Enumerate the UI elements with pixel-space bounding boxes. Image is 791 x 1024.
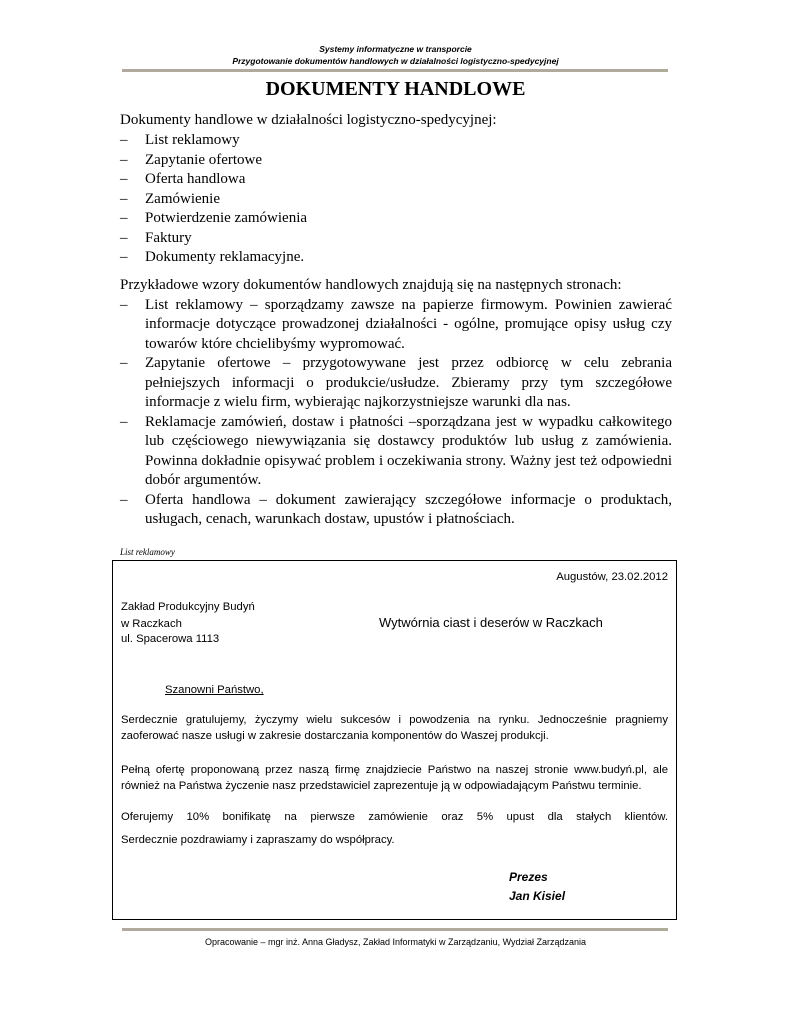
list-item-text: Potwierdzenie zamówienia <box>145 210 308 226</box>
sender-name: Zakład Produkcyjny Budyń <box>121 601 255 613</box>
list-item-text: List reklamowy <box>145 132 240 148</box>
list-item <box>120 170 672 190</box>
sender-street: ul. Spacerowa 1113 <box>121 633 220 645</box>
sender-town: w Raczkach <box>121 618 182 630</box>
list-item-text: Oferta handlowa – dokument zawierający szczegółowe informacje o produktach, usługach, cenach, warunkach dostaw, upustów i płatnościach. <box>145 491 672 527</box>
list-item <box>120 190 672 210</box>
sample-letter <box>112 560 677 920</box>
list-item-text: Zamówienie <box>145 190 220 207</box>
list-dash: – <box>120 171 128 187</box>
list-dash: – <box>120 296 128 313</box>
list-item <box>120 296 672 355</box>
list-item-text: Dokumenty reklamacyjne. <box>145 249 305 265</box>
list-dash: – <box>120 132 128 148</box>
letter-paragraph: Oferujemy 10% bonifikatę na pierwsze zamówienie oraz 5% upust dla stałych klientów. <box>121 811 668 823</box>
list-dash: – <box>120 229 128 246</box>
letter-greeting: Szanowni Państwo, <box>165 684 264 696</box>
letter-caption: List reklamowy <box>120 547 175 557</box>
list-dash: – <box>120 151 128 168</box>
header-rule <box>122 69 668 72</box>
footer-rule <box>122 928 668 931</box>
list-item <box>120 209 672 229</box>
header-course: Systemy informatyczne w transporcie <box>319 44 472 54</box>
list-dash: – <box>120 210 128 226</box>
list-item-text: Zapytanie ofertowe <box>145 151 263 168</box>
list-item <box>120 491 672 530</box>
list-dash: – <box>120 413 128 430</box>
signature-title: Prezes <box>509 870 548 884</box>
list-item-text: List reklamowy – sporządzamy zawsze na papierze firmowym. Powinien zawierać informacje dotyczące prowadzonej działalności - ogólne, promujące opisy usług czy towarów które chcielibyśmy wypromować. <box>145 296 672 352</box>
list-dash: – <box>120 491 128 508</box>
letter-paragraph: Pełną ofertę proponowaną przez naszą firmę znajdziecie Państwo na naszej stronie www.budyń.pl, ale również na Państwa życzenie nasz przedstawiciel zaprezentuje ją w odpowiadającym Państwu terminie. <box>121 764 668 792</box>
list-item-text: Faktury <box>145 229 192 246</box>
letter-date: Augustów, 23.02.2012 <box>556 571 668 583</box>
list-item <box>120 354 672 413</box>
list-item <box>120 131 672 151</box>
header-topic: Przygotowanie dokumentów handlowych w działalności logistyczno-spedycyjnej <box>232 56 559 66</box>
list-dash: – <box>120 355 128 371</box>
footer-text: Opracowanie – mgr inż. Anna Gładysz, Zakład Informatyki w Zarządzaniu, Wydział Zarządzania <box>204 937 587 947</box>
list-item <box>120 248 672 268</box>
list-item-text: Reklamacje zamówień, dostaw i płatności –sporządzana jest w wypadku całkowitego lub częściowego niewywiązania się dostawcy produktów lub usług z zamówienia. Powinna dokładnie opisywać problem i oczekiwania strony. Ważny jest też odpowiedni dobór argumentów. <box>145 413 672 488</box>
list-item-text: Oferta handlowa <box>145 171 246 187</box>
list-item <box>120 229 672 249</box>
list-item <box>120 413 672 491</box>
list-item-text: Zapytanie ofertowe – przygotowywane jest przez odbiorcę w celu zebrania pełniejszych informacji o produkcie/usłudze. Zbieramy przy tym szczegółowe informacje z wielu firm, wybierając najkorzystniejsze warunki dla nas. <box>145 355 672 410</box>
intro2-text: Przykładowe wzory dokumentów handlowych znajdują się na następnych stronach: <box>120 277 622 293</box>
list-dash: – <box>120 249 128 265</box>
list-dash: – <box>120 190 128 207</box>
signature-name: Jan Kisiel <box>509 889 566 903</box>
list-item <box>120 151 672 171</box>
recipient-name: Wytwórnia ciast i deserów w Raczkach <box>379 615 603 630</box>
letter-paragraph: Serdecznie pozdrawiamy i zapraszamy do współpracy. <box>121 834 395 846</box>
intro-text: Dokumenty handlowe w działalności logistyczno-spedycyjnej: <box>120 112 497 128</box>
letter-paragraph: Serdecznie gratulujemy, życzymy wielu sukcesów i powodzenia na rynku. Jednocześnie pragniemy zaoferować nasze usługi w zakresie dostarczania komponentów do Waszej produkcji. <box>121 714 668 742</box>
page-title: DOKUMENTY HANDLOWE <box>265 78 526 100</box>
